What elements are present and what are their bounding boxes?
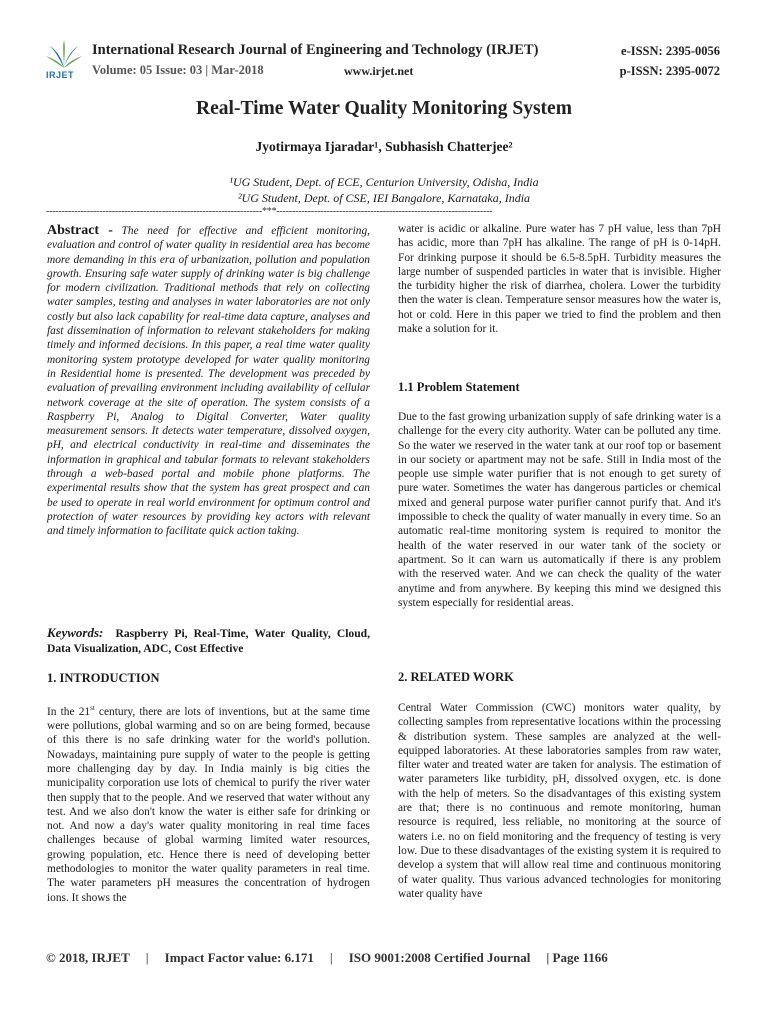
abstract [47,224,370,539]
p-issn: p-ISSN: 2395-0072 [619,64,720,78]
volume-issue: Volume: 05 Issue: 03 | Mar-2018 [92,63,264,77]
related-work-heading: 2. RELATED WORK [398,670,514,684]
keywords [47,625,370,656]
abstract-text: The need for effective and efficient monitoring, evaluation and control of water quality in residential area has become more demanding in this era of urbanization, pollution and population growth. Ensuring safe water supply of drinking water is big challenge for modern civilization. Traditional methods that rely on collecting water samples, testing and analyses in water laboratories are not only costly but also lack capability for real-time data capture, analyses and fast dissemination of information to relevant stakeholders for making timely and informed decisions. In this paper, a real time water quality monitoring system prototype developed for water quality monitoring in Residential home is presented. The development was preceded by evaluation of prevailing environment including availability of cellular network coverage at the site of operation. The system consists of a Raspberry Pi, Analog to Digital Converter, Water quality measurement sensors. It detects water temperature, dissolved oxygen, pH, and electrical conductivity in real-time and disseminates the information in graphical and tabular formats to relevant stakeholders through a web-based portal and mobile phone platforms. The experimental results show that the system has great prospect and can be used to operate in real world environment for optimum control and protection of water resources by providing key actors with relevant and timely information to facilitate quick action taking. [47,225,370,538]
footer-iso: ISO 9001:2008 Certified Journal [348,950,531,965]
introduction-heading: 1. INTRODUCTION [47,671,160,685]
e-issn: e-ISSN: 2395-0056 [621,44,720,58]
related-text: Central Water Commission (CWC) monitors water quality, by collecting samples from representative locations within the processing & distribution system. These samples are analyzed at the well-equipped laboratories. At these laboratories samples from raw water, filter water and treated water are taken for analysis. The estimation of water parameters like turbidity, pH, dissolved oxygen, etc. is done with the help of meters. So the disadvantages of this existing system are that; there is no continuous and remote monitoring, human resource is required, less reliable, no monitoring at the source of waters i.e. no on field monitoring and the frequency of testing is very low. Due to these disadvantages of the existing system it is required to develop a system that will allow real time and continuous monitoring of water quality. Thus various advanced technologies for monitoring water quality have [398,702,721,900]
section-divider: ---------------------------------------------------------------------***--------------------------------------------------------------------- [46,206,493,217]
paper-title: Real-Time Water Quality Monitoring System [196,98,572,119]
journal-name: International Research Journal of Engineering and Technology (IRJET) [92,42,539,58]
affiliation-2: ²UG Student, Dept. of CSE, IEI Bangalore, Karnataka, India [237,191,531,205]
footer-separator: | [145,950,149,965]
logo-text: IRJET [46,70,75,80]
problem-statement-heading: 1.1 Problem Statement [398,380,520,394]
intro-text-body: century, there are lots of inventions, but at the same time were pollutions, global warming and so on are being formed, because of this there is no safe drinking water for the world's pollution. Nowadays, maintaining pure supply of water to the people is getting more challenging day by day. In India mainly is big cities the municipality corporation use lots of chemical to purify the river water then supply that to the people. And we reserved that water without any test. And we also don't know the water is either safe for drinking or not. And now a day's water quality monitoring in real time faces challenges because of global warming limited water resources, growing population, etc. Hence there is need of developing better methodologies to monitor the water quality parameters in real time. The water parameters pH measures the concentration of hydrogen ions. It shows the [47,705,370,904]
footer-impact-factor: Impact Factor value: 6.171 [164,950,314,965]
problem-statement-text [398,410,721,610]
footer-page-number: | Page 1166 [546,950,608,965]
intro-continued-text: water is acidic or alkaline. Pure water has 7 pH value, less than 7pH has acidic, more than 7pH has alkaline. The range of pH is 0-14pH. For drinking purpose it should be 6.5-8.5pH. Turbidity measures the large number of suspended particles in water that is invisible. Higher the turbidity higher the risk of diarrhea, cholera. Lower the turbidity then the water is clean. Temperature sensor measures how the water is, hot or cold. Here in this paper we tried to find the problem and then make a solution for it. [398,223,721,336]
intro-text-start: In the 21 [47,705,91,718]
keywords-heading: Keywords: [47,625,104,640]
keywords-text: Raspberry Pi, Real-Time, Water Quality, Cloud, Data Visualization, ADC, Cost Effective [47,627,371,655]
page-footer [46,950,722,966]
intro-superscript: st [90,704,95,712]
problem-text: Due to the fast growing urbanization supply of safe drinking water is a challenge for the every city authority. Water can be polluted any time. So the water we reserved in the water tank at our roof top or basement in our society or apartment may not be safe. Still in India most of the people use simple water purifier that is not enough to get surety of pure water. Sometimes the water has dangerous particles or chemical mixed and general purpose water purifier cannot purify that. And it's impossible to check the quality of water manually in every time. So an automatic real-time monitoring system is required to monitor the health of the water reserved in our water tank of the society or apartment. So it can warn us automatically if there is any problem with the reserved water. And we can check the quality of the water anytime and from anywhere. By keeping this mind we designed this system especially for residential areas. [398,411,721,609]
paper-authors: Jyotirmaya Ijaradar¹, Subhasish Chatterjee² [255,139,513,154]
introduction-text [47,701,370,905]
introduction-continued [398,222,721,336]
leaf-icon [44,40,84,70]
footer-separator: | [329,950,333,965]
footer-copyright: © 2018, IRJET [46,950,130,965]
affiliation-1: ¹UG Student, Dept. of ECE, Centurion University, Odisha, India [229,175,539,189]
abstract-heading: Abstract - [47,223,113,238]
related-work-text [398,701,721,901]
journal-website-link[interactable]: www.irjet.net [344,64,414,78]
